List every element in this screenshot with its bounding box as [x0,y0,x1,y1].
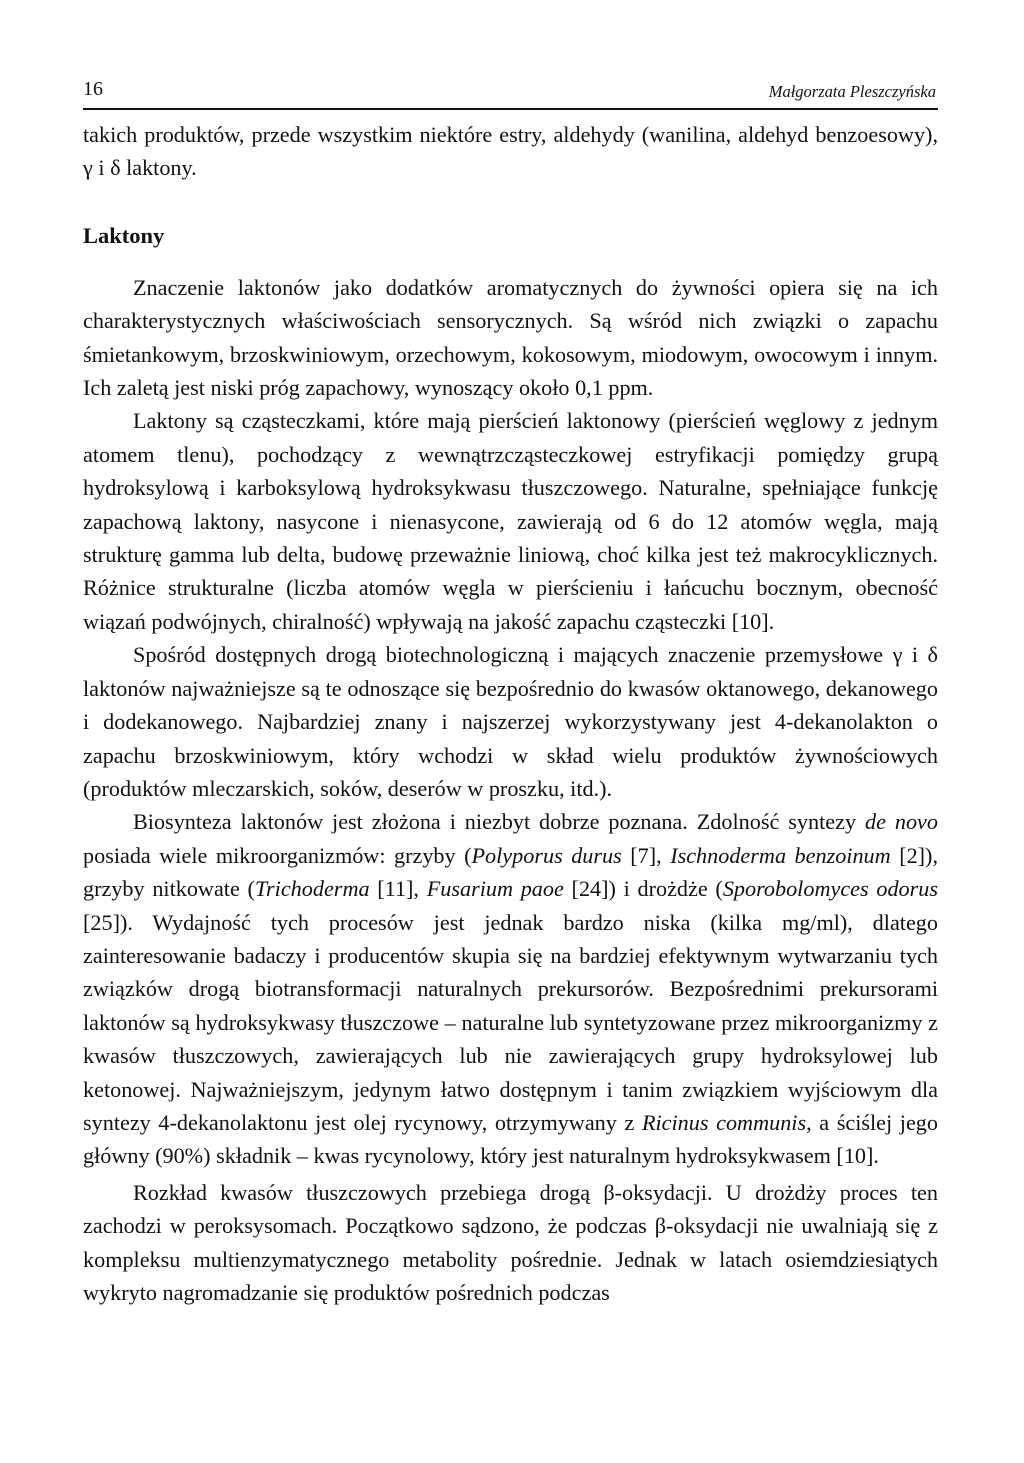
text-run: [24]) i drożdże ( [563,876,723,902]
species-name: Ricinus communis [641,1109,807,1135]
body-text [83,118,938,1309]
text-run: Biosynteza laktonów jest złożona i niezbyt dobrze poznana. Zdolność syntezy [133,809,865,835]
text-run: [25]). Wydajność tych procesów jest jednak bardzo niska (kilka mg/ml), dlatego zainteresowanie badaczy i producentów skupia się na bardziej efektywnym wytwarzaniu tych związków drogą biotransformacji naturalnych prekursorów. Bezpośrednimi prekursorami laktonów są hydroksykwasy tłuszczowe – naturalne lub syntetyzowane przez mikroorganizmy z kwasów tłuszczowych, zawierających lub nie zawierających grupy hydroksylowej lub ketonowej. Najważniejszym, jedynym łatwo dostępnym i tanim związkiem wyjściowym dla syntezy 4-dekanolaktonu jest olej rycynowy, otrzymywany z [83,909,938,1135]
document-page [83,78,938,1309]
text-run: [11], [369,876,427,902]
species-name: Polyporus durus [471,842,622,868]
species-name: Sporobolomyces odorus [722,876,938,902]
running-header-author: Małgorzata Pleszczyńska [768,82,936,101]
paragraph-significance: Znaczenie laktonów jako dodatków aromatycznych do żywności opiera się na ich charakterystycznych właściwościach sensorycznych. Są wśród nich związki o zapachu śmietankowym, brzoskwiniowym, orzechowym, kokosowym, miodowym, owocowym i innym. Ich zaletą jest niski próg zapachowy, wynoszący około 0,1 ppm. [83,274,938,401]
running-header [83,78,938,110]
text-run: [7], [621,842,671,868]
italic-term: de novo [864,809,938,835]
paragraph-structure: Laktony są cząsteczkami, które mają pierścień laktonowy (pierścień węglowy z jednym atomem tlenu), pochodzący z wewnątrzcząsteczkowej estryfikacji pomiędzy grupą hydroksylową i karboksylową hydroksykwasu tłuszczowego. Naturalne, spełniające funkcję zapachową laktony, nasycone i nienasycone, zawierają od 6 do 12 atomów węgla, mają strukturę gamma lub delta, budowę przeważnie liniową, choć kilka jest też makrocyklicznych. Różnice strukturalne (liczba atomów węgla w pierścieniu i łańcuchu bocznym, obecność wiązań podwójnych, chiralność) wpływają na jakość zapachu cząsteczki [10]. [83,408,938,634]
paragraph-industrial-lactones: Spośród dostępnych drogą biotechnologiczną i mających znaczenie przemysłowe γ i δ laktonów najważniejsze są te odnoszące się bezpośrednio do kwasów oktanowego, dekanowego i dodekanowego. Najbardziej znany i najszerzej wykorzystywany jest 4-dekanolakton o zapachu brzoskwiniowym, który wchodzi w skład wielu produktów żywnościowych (produktów mleczarskich, soków, deserów w proszku, itd.). [83,642,938,801]
paragraph-biosynthesis [83,805,938,1172]
section-heading: Laktony [83,222,165,248]
text-run: posiada wiele mikroorganizmów: grzyby ( [83,842,472,868]
page-number: 16 [83,78,103,100]
text-run: [2]), grzyby nitkowate ( [83,842,938,902]
species-name: Trichoderma [254,876,370,902]
intro-paragraph: takich produktów, przede wszystkim niektóre estry, aldehydy (wanilina, aldehyd benzoesowy), γ i δ laktony. [83,122,938,181]
text-run: , a ściślej jego główny (90%) składnik – kwas rycynolowy, który jest naturalnym hydroksykwasem [10]. [83,1109,938,1169]
species-name: Fusarium paoe [426,876,564,902]
species-name: Ischnoderma benzoinum [670,842,891,868]
paragraph-beta-oxidation: Rozkład kwasów tłuszczowych przebiega drogą β-oksydacji. U drożdży proces ten zachodzi w peroksysomach. Początkowo sądzono, że podczas β-oksydacji nie uwalniają się z kompleksu multienzymatycznego metabolity pośrednie. Jednak w latach osiemdziesiątych wykryto nagromadzanie się produktów pośrednich podczas [83,1179,938,1305]
